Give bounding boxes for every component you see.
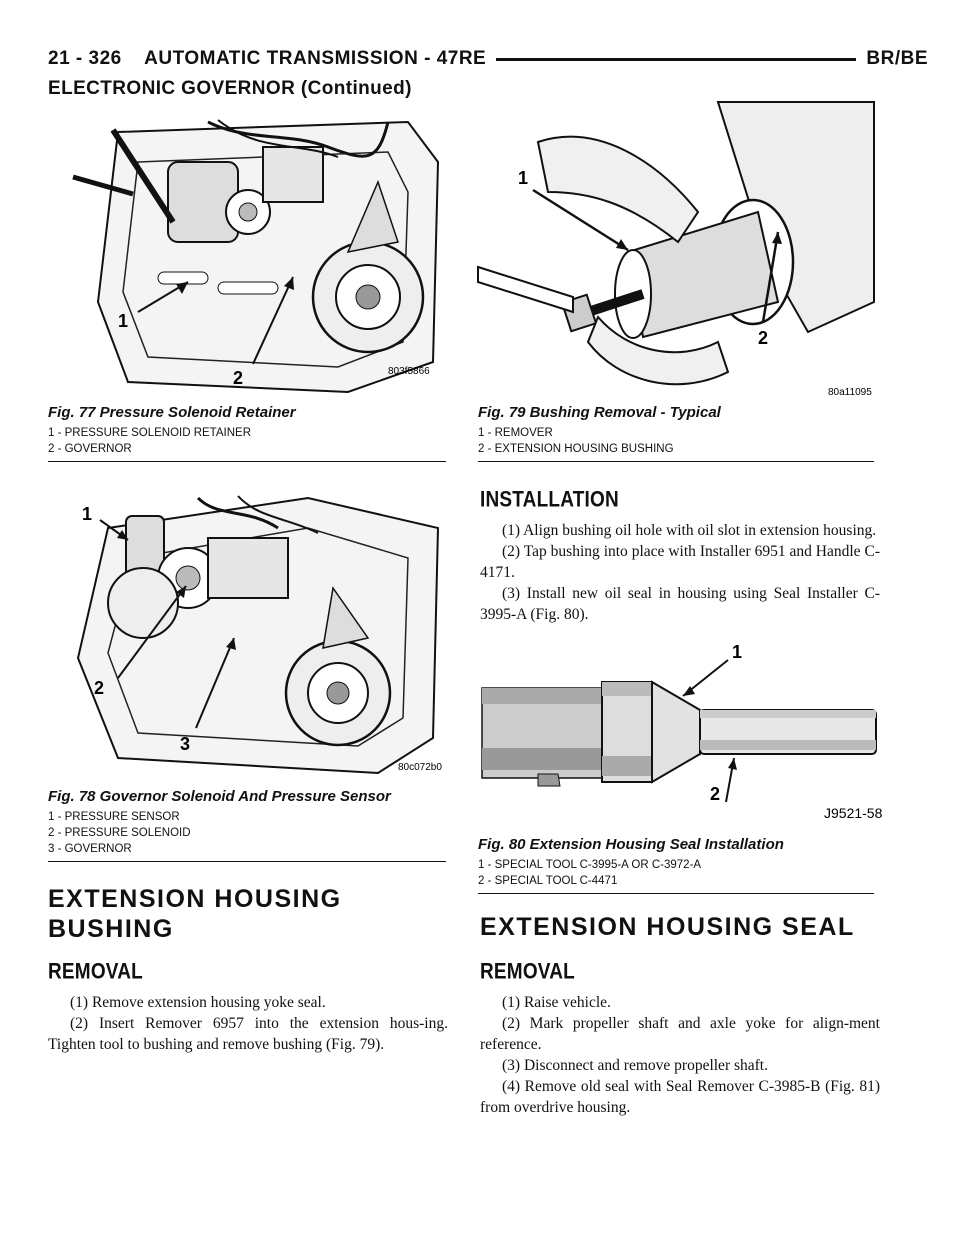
- bushing-installation-step: (1) Align bushing oil hole with oil slot in extension housing.: [502, 522, 877, 539]
- fig79-legend: [478, 425, 874, 457]
- figure-78: [48, 488, 446, 862]
- fig79-code: 80a11095: [828, 387, 872, 398]
- fig79-legend-item: 2 - EXTENSION HOUSING BUSHING: [478, 443, 674, 455]
- fig79-legend-item: 1 - REMOVER: [478, 427, 553, 439]
- fig80-code: J9521-58: [824, 805, 883, 821]
- bushing-title-line2: BUSHING: [48, 915, 174, 943]
- fig78-callout-3: 3: [180, 734, 191, 754]
- fig78-legend: [48, 809, 446, 857]
- header-rule: [496, 58, 856, 61]
- figure-77: [48, 102, 446, 462]
- fig80-rule: [478, 893, 874, 894]
- figure-78-illustration: [48, 488, 446, 786]
- continued-heading: ELECTRONIC GOVERNOR (Continued): [48, 78, 412, 99]
- fig78-code: 80c072b0: [398, 762, 442, 773]
- figure-79-illustration: [478, 102, 874, 402]
- bushing-installation-step: (3) Install new oil seal in housing using Seal Installer C-3995-A (Fig. 80).: [480, 585, 880, 623]
- seal-removal-step: (1) Raise vehicle.: [502, 994, 611, 1011]
- fig78-callout-2: 2: [94, 678, 105, 698]
- seal-removal-step: (3) Disconnect and remove propeller shaft.: [502, 1057, 768, 1074]
- fig77-code: 803f5866: [388, 366, 430, 377]
- fig77-caption: Fig. 77 Pressure Solenoid Retainer: [48, 404, 296, 421]
- bushing-title: [48, 884, 448, 944]
- page-header-left: 21 - 326 AUTOMATIC TRANSMISSION - 47RE: [48, 48, 487, 69]
- fig78-caption: Fig. 78 Governor Solenoid And Pressure Sensor: [48, 788, 391, 805]
- fig77-legend: [48, 425, 446, 457]
- fig78-callout-1: 1: [82, 504, 93, 524]
- fig77-legend-item: 2 - GOVERNOR: [48, 443, 132, 455]
- bushing-installation-step: (2) Tap bushing into place with Installer 6951 and Handle C-4171.: [480, 543, 880, 581]
- fig78-legend-item: 3 - GOVERNOR: [48, 843, 132, 855]
- seal-section: [480, 912, 880, 1118]
- seal-removal-step: (2) Mark propeller shaft and axle yoke for align-ment reference.: [480, 1015, 880, 1053]
- bushing-section: [48, 884, 448, 1055]
- page-header-right: BR/BE: [866, 48, 928, 69]
- fig80-legend-item: 1 - SPECIAL TOOL C-3995-A OR C-3972-A: [478, 859, 702, 871]
- seal-removal-heading: REMOVAL: [480, 960, 575, 985]
- bushing-installation: [480, 488, 880, 625]
- page-header: [48, 44, 928, 74]
- seal-title: EXTENSION HOUSING SEAL: [480, 913, 855, 941]
- fig78-legend-item: 2 - PRESSURE SOLENOID: [48, 827, 191, 839]
- fig78-legend-item: 1 - PRESSURE SENSOR: [48, 811, 180, 823]
- fig79-rule: [478, 461, 874, 462]
- fig77-callout-1: 1: [118, 311, 129, 331]
- figure-79: [478, 102, 874, 462]
- seal-removal-step: (4) Remove old seal with Seal Remover C-3985-B (Fig. 81) from overdrive housing.: [480, 1078, 880, 1116]
- fig79-callout-2: 2: [758, 328, 769, 348]
- bushing-removal-step: (1) Remove extension housing yoke seal.: [70, 994, 326, 1011]
- bushing-title-line1: EXTENSION HOUSING: [48, 885, 342, 913]
- figure-77-illustration: [48, 102, 446, 402]
- fig78-rule: [48, 861, 446, 862]
- bushing-installation-heading: INSTALLATION: [480, 488, 619, 513]
- fig77-rule: [48, 461, 446, 462]
- figure-80-illustration: [478, 636, 883, 834]
- fig77-callout-2: 2: [233, 368, 244, 388]
- fig80-callout-2: 2: [710, 784, 721, 804]
- fig80-legend-item: 2 - SPECIAL TOOL C-4471: [478, 875, 618, 887]
- bushing-removal-heading: REMOVAL: [48, 960, 143, 985]
- figure-80: [478, 636, 883, 894]
- bushing-removal-step: (2) Insert Remover 6957 into the extension hous-ing. Tighten tool to bushing and remove bushing (Fig. 79).: [48, 1015, 448, 1053]
- fig79-caption: Fig. 79 Bushing Removal - Typical: [478, 404, 721, 421]
- fig80-caption: Fig. 80 Extension Housing Seal Installation: [478, 836, 784, 853]
- fig80-callout-1: 1: [732, 642, 743, 662]
- fig79-callout-1: 1: [518, 168, 529, 188]
- fig80-legend: [478, 857, 874, 889]
- fig77-legend-item: 1 - PRESSURE SOLENOID RETAINER: [48, 427, 251, 439]
